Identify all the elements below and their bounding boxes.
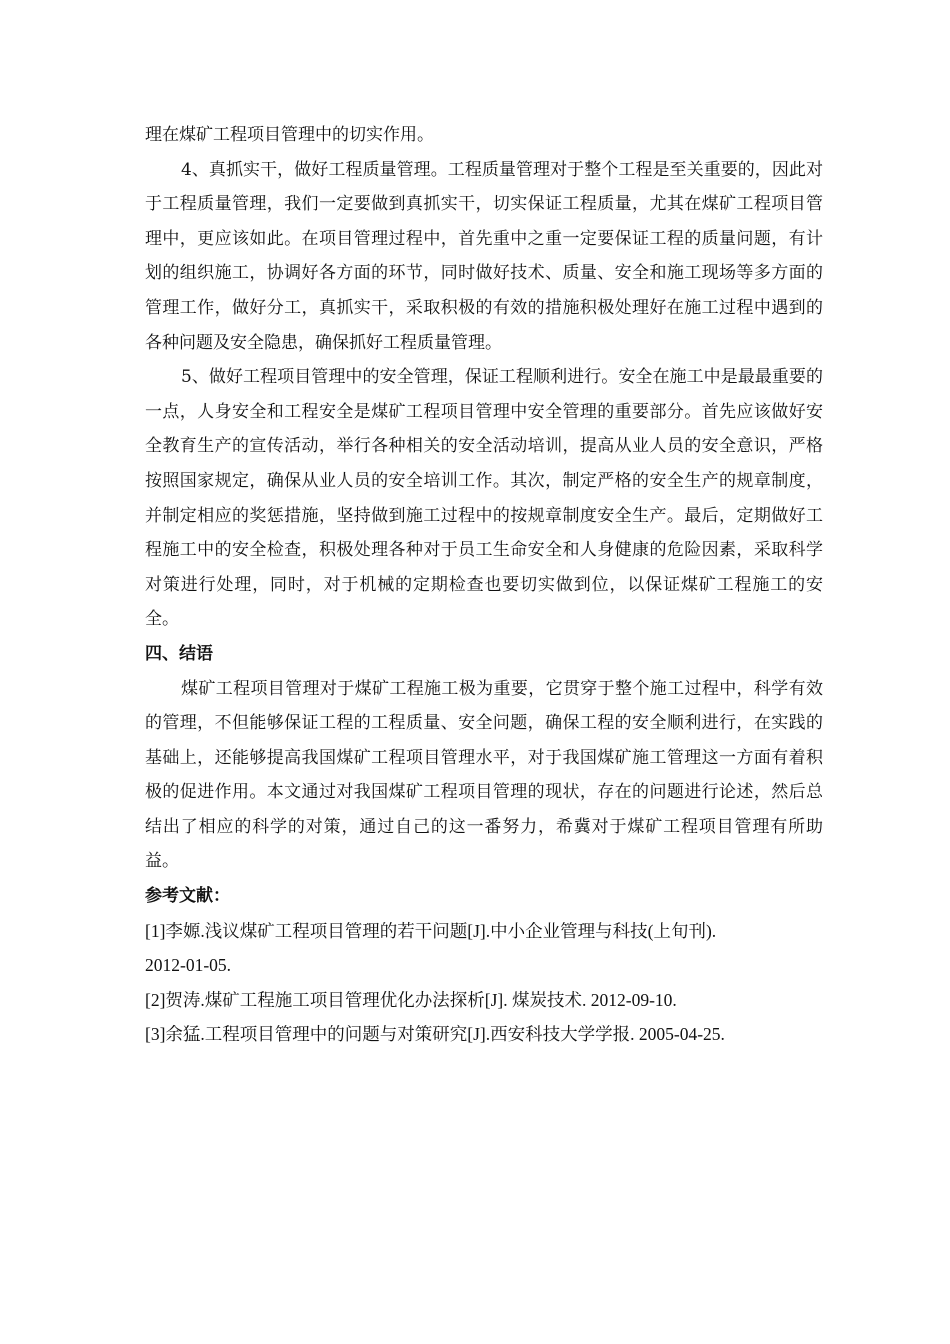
reference-text: [3]余猛.工程项目管理中的问题与对策研究[J].西安科技大学学报. 2005-04-25. — [145, 1024, 725, 1045]
continued-paragraph: 理在煤矿工程项目管理中的切实作用。 — [145, 125, 434, 145]
paragraph-safety-management: 5、做好工程项目管理中的安全管理，保证工程顺利进行。安全在施工中是最最重要的一点，人身安全和工程安全是煤矿工程项目管理中安全管理的重要部分。首先应该做好安全教育生产的宣传活动，举行各种相关的安全活动培训，提高从业人员的安全意识，严格按照国家规定，确保从业人员的安全培训工作。其次，制定严格的安全生产的规章制度，并制定相应的奖惩措施，坚持做到施工过程中的按规章制度安全生产。最后，定期做好工程施工中的安全检查，积极处理各种对于员工生命安全和人身健康的危险因素，采取科学对策进行处理，同时，对于机械的定期检查也要切实做到位，以保证煤矿工程施工的安全。 — [145, 367, 823, 630]
paragraph-conclusion: 煤矿工程项目管理对于煤矿工程施工极为重要，它贯穿于整个施工过程中，科学有效的管理，不但能够保证工程的工程质量、安全问题，确保工程的安全顺利进行，在实践的基础上，还能够提高我国煤矿工程项目管理水平，对于我国煤矿施工管理这一方面有着积极的促进作用。本文通过对我国煤矿工程项目管理的现状，存在的问题进行论述，然后总结出了相应的科学的对策，通过自己的这一番努力，希冀对于煤矿工程项目管理有所助益。 — [145, 678, 823, 872]
reference-item — [145, 1017, 823, 1052]
paragraph-quality-management: 4、真抓实干，做好工程质量管理。工程质量管理对于整个工程是至关重要的，因此对于工程质量管理，我们一定要做到真抓实干，切实保证工程质量，尤其在煤矿工程项目管理中，更应该如此。在项目管理过程中，首先重中之重一定要保证工程的质量问题，有计划的组织施工，协调好各方面的环节，同时做好技术、质量、安全和施工现场等多方面的管理工作，做好分工，真抓实干，采取积极的有效的措施积极处理好在施工过程中遇到的各种问题及安全隐患，确保抓好工程质量管理。 — [145, 159, 823, 353]
section-heading-conclusion: 四、结语 — [145, 643, 213, 664]
reference-text: [1]李嫄.浅议煤矿工程项目管理的若干问题[J].中小企业管理与科技(上旬刊). — [145, 920, 717, 941]
reference-item — [145, 983, 823, 1018]
reference-item — [145, 914, 823, 983]
reference-text: [2]贺涛.煤矿工程施工项目管理优化办法探析[J]. 煤炭技术. 2012-09-10. — [145, 989, 677, 1010]
document-page — [145, 118, 823, 1052]
reference-text-continued: 2012-01-05. — [145, 955, 232, 976]
references-heading: 参考文献： — [145, 886, 230, 907]
references-list — [145, 914, 823, 1052]
